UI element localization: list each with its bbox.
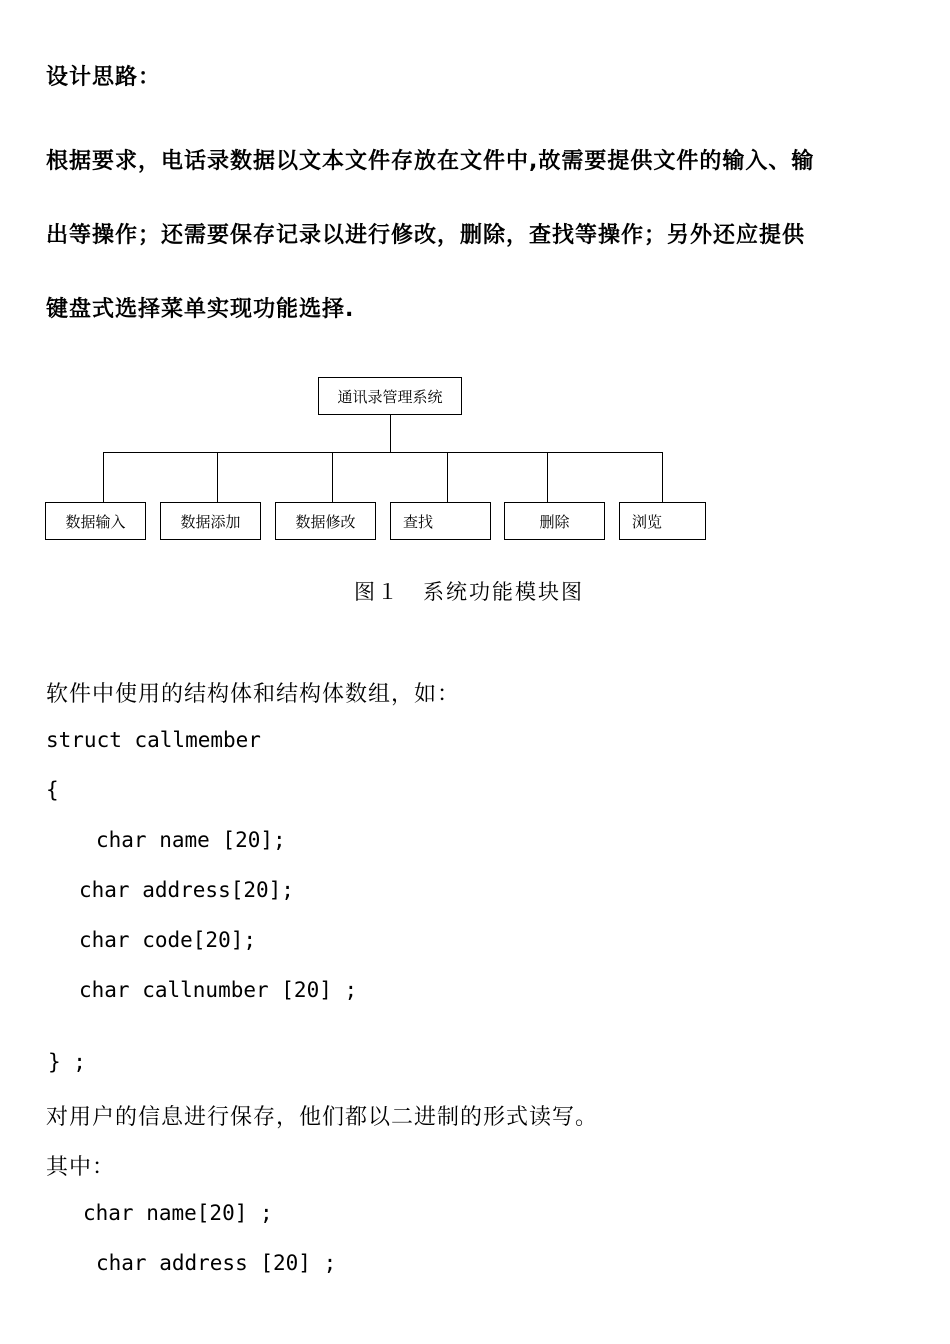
paragraph-line-2: 出等操作；还需要保存记录以进行修改，删除，查找等操作；另外还应提供 [46,223,806,248]
connector-line [103,452,104,502]
figure-caption: 图１ 系统功能模块图 [354,580,584,604]
paragraph-line-1: 根据要求，电话录数据以文本文件存放在文件中,故需要提供文件的输入、输 [46,149,815,174]
code-line: char name[20] ; [83,1201,273,1225]
code-line: } ; [48,1050,86,1074]
among-text: 其中： [46,1155,116,1180]
code-line: char name [20]; [96,828,286,852]
diagram-child-box: 数据添加 [160,502,261,540]
code-line: { [46,778,59,802]
diagram-child-box: 数据输入 [45,502,146,540]
connector-line [103,452,663,453]
note-text: 对用户的信息进行保存，他们都以二进制的形式读写。 [46,1105,599,1130]
code-line: char callnumber [20] ; [79,978,358,1002]
code-line: char code[20]; [79,928,257,952]
diagram-root-box: 通讯录管理系统 [318,377,462,415]
code-line: struct callmember [46,728,261,752]
code-line: char address[20]; [79,878,294,902]
connector-line [547,452,548,502]
diagram-child-box: 浏览 [619,502,706,540]
connector-line [662,452,663,502]
connector-line [390,415,391,453]
section-heading: 设计思路： [46,65,162,90]
diagram-child-box: 查找 [390,502,491,540]
paragraph-line-3: 键盘式选择菜单实现功能选择. [46,297,355,322]
connector-line [217,452,218,502]
connector-line [332,452,333,502]
diagram-child-box: 数据修改 [275,502,376,540]
intro-text: 软件中使用的结构体和结构体数组，如： [46,682,461,707]
code-line: char address [20] ; [96,1251,337,1275]
connector-line [447,452,448,502]
diagram-child-box: 删除 [504,502,605,540]
